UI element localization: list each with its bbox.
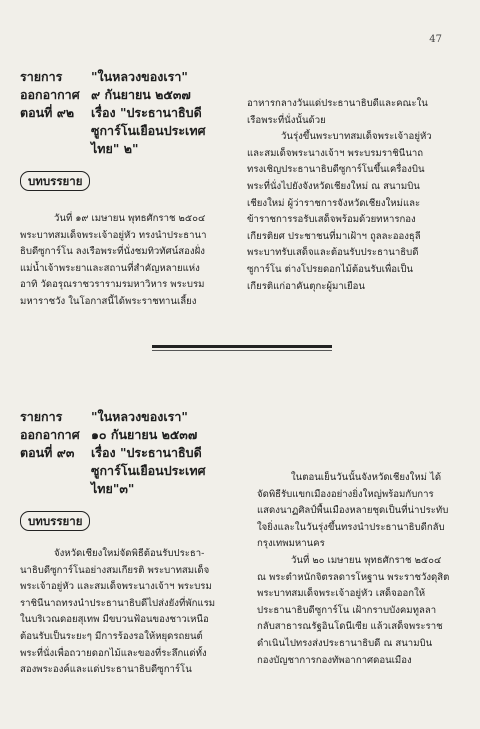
episode-label: ตอนที่ ๙๓ (20, 445, 75, 460)
section-2-header (20, 408, 242, 498)
subject-label: เรื่อง (91, 105, 116, 120)
body-text-line: เรือพระที่นั่งนั้นด้วย (247, 114, 326, 126)
section-1-right-column (247, 96, 461, 295)
airdate-label: ออกอากาศ (20, 87, 80, 102)
narration-tag: บทบรรยาย (20, 171, 90, 191)
subject-value: "ประธานาธิบดี (119, 105, 202, 120)
body-text-line: ประธานาธิบดีซูการ์โน เฝ้ากราบบังคมทูลลา (257, 604, 437, 616)
body-text-line: ในบริเวณดอยสุเทพ มีขบวนฟ้อนของชาวเหนือ (20, 614, 209, 626)
body-text-line: ราชินีนาถทรงนำประธานาธิบดีไปส่งยังที่พักแรม (20, 597, 216, 609)
body-text-line: สองพระองค์และแด่ประธานาธิบดีซูการ์โน (20, 664, 192, 676)
body-text-line: อาหารกลางวันแด่ประธานาธิบดีและคณะใน (247, 98, 428, 109)
body-text-line: วันรุ่งขึ้นพระบาทสมเด็จพระเจ้าอยู่หัว (281, 131, 432, 143)
body-text-line: พระบาทรับเสด็จและต้อนรับประธานาธิบดี (247, 247, 419, 259)
section-2-left-column (20, 546, 225, 679)
program-label: รายการ (20, 409, 63, 424)
section-1-left-column (20, 211, 225, 311)
body-text-line: แม่น้ำเจ้าพระยาและสถานที่สำคัญหลายแห่ง (20, 262, 200, 274)
body-text-line: และสมเด็จพระนางเจ้าฯ พระบรมราชินีนาถ (247, 147, 424, 159)
body-text-line: ดำเนินไปทรงส่งประธานาธิบดี ณ สนามบิน (257, 637, 433, 649)
section-divider-thin (152, 350, 332, 351)
airdate-value: ๙ กันยายน ๒๕๓๗ (91, 87, 191, 102)
section-2-right-column (257, 470, 462, 669)
program-value: "ในหลวงของเรา" (91, 409, 188, 424)
body-text-line: พระบาทสมเด็จพระเจ้าอยู่หัว เสด็จออกให้ (257, 588, 426, 600)
airdate-label: ออกอากาศ (20, 427, 80, 442)
body-text-line: เกียรติยศ ประชาชนที่มาเฝ้าฯ ถูลละอองธุลี (247, 230, 421, 242)
body-text-line: วันที่ ๑๙ เมษายน พุทธศักราช ๒๕๐๔ (54, 213, 206, 224)
program-value: "ในหลวงของเรา" (91, 69, 188, 84)
body-text-line: ธิบดีซูการ์โน ลงเรือพระที่นั่งชมทิวทัศน์สองฝั่ง (20, 246, 205, 258)
subject-line (91, 104, 242, 122)
body-text-line: กลับสาธารณรัฐอินโดนีเซีย แล้วเสด็จพระราช (257, 621, 443, 633)
body-text-line: จังหวัดเชียงใหม่จัดพิธีต้อนรับประธา- (54, 548, 205, 559)
subject-continuation-2: ไทย" ๒" (91, 141, 139, 156)
subject-continuation-2: ไทย"๓" (91, 481, 135, 496)
body-text-line: พระเจ้าอยู่หัว และสมเด็จพระนางเจ้าฯ พระบรม (20, 581, 212, 593)
subject-continuation-1: ซูการ์โนเยือนประเทศ (91, 123, 206, 138)
episode-label: ตอนที่ ๙๒ (20, 105, 75, 120)
body-text-line: ทรงเชิญประธานาธิบดีซูการ์โนขึ้นเครื่องบิน (247, 164, 425, 176)
subject-value: "ประธานาธิบดี (119, 445, 202, 460)
body-text-line: เชียงใหม่ ผู้ว่าราชการจังหวัดเชียงใหม่และ (247, 197, 421, 209)
body-text-line: อาทิ วัดอรุณราชวรารามรมหาวิหาร พระบรม (20, 279, 205, 291)
body-text-line: เกียรติแก่อาคันตุกะผู้มาเยือน (247, 280, 365, 292)
body-text-line: จัดพิธีรับแขกเมืองอย่างยิ่งใหญ่พร้อมกับการ (257, 488, 434, 500)
body-text-line: มหาราชวัง ในโอกาสนี้ได้พระราชทานเลี้ยง (20, 295, 197, 307)
body-text-line: พระที่นั่งเพื่อถวายดอกไม้และของที่ระลึกแด่ทั้ง (20, 647, 207, 659)
page-number: 47 (429, 34, 442, 45)
subject-continuation-1: ซูการ์โนเยือนประเทศ (91, 463, 206, 478)
body-text-line: ณ พระตำหนักจิตรลดารโหฐาน พระราชวังดุสิต (257, 571, 450, 583)
body-text-line: นาธิบดีซูการ์โนอย่างสมเกียรติ พระบาทสมเด็จ (20, 564, 210, 576)
body-text-line: กรุงเทพมหานคร (257, 538, 325, 550)
body-text-line: พระบาทสมเด็จพระเจ้าอยู่หัว ทรงนำประธานา (20, 229, 207, 241)
body-text-line: กองบัญชาการกองทัพอากาศดอนเมือง (257, 654, 412, 666)
body-text-line: วันที่ ๒๐ เมษายน พุทธศักราช ๒๕๐๔ (291, 554, 442, 566)
body-text-line: ซูการ์โน ต่างโปรยดอกไม้ต้อนรับเพื่อเป็น (247, 263, 413, 275)
body-text-line: ข้าราชการรอรับเสด็จพร้อมด้วยทหารกอง (247, 214, 416, 226)
subject-label: เรื่อง (91, 445, 116, 460)
body-text-line: ในตอนเย็นวันนั้นจังหวัดเชียงใหม่ ได้ (291, 472, 442, 483)
airdate-value: ๑๐ กันยายน ๒๕๓๗ (91, 427, 198, 442)
section-divider (152, 345, 332, 348)
section-1-header (20, 68, 242, 158)
body-text-line: แสดงนาฏศิลป์พื้นเมืองหลายชุดเป็นที่น่าประทับ (257, 505, 449, 517)
body-text-line: พระที่นั่งไปยังจังหวัดเชียงใหม่ ณ สนามบิน (247, 180, 420, 192)
body-text-line: ต้อนรับเป็นระยะๆ มีการร้องรอให้หยุดรถยนต์ (20, 630, 203, 642)
narration-tag: บทบรรยาย (20, 511, 90, 531)
subject-line (91, 444, 242, 462)
body-text-line: ใจยิ่งและในวันรุ่งขึ้นทรงนำประธานาธิบดีกลับ (257, 521, 445, 533)
program-label: รายการ (20, 69, 63, 84)
